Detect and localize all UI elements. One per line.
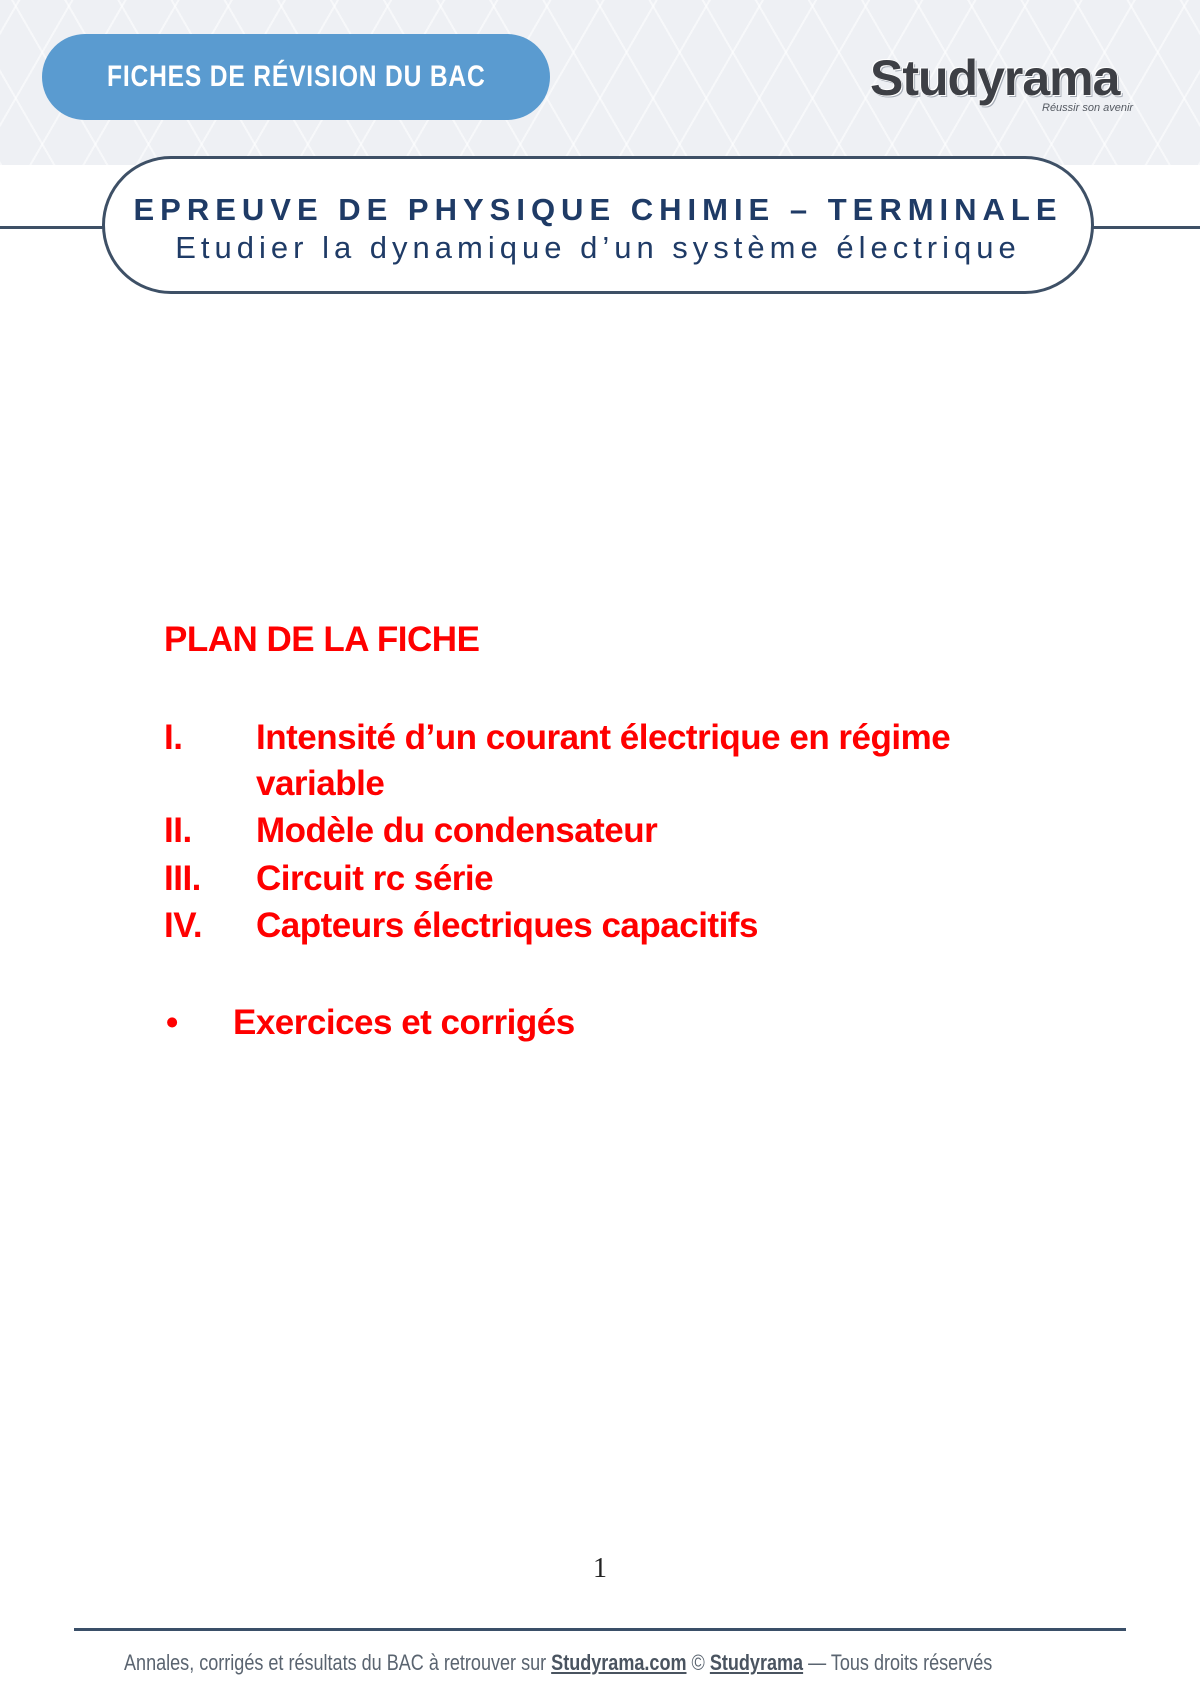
footer-rule <box>74 1628 1126 1631</box>
plan-item-number: II. <box>164 811 192 850</box>
title-box <box>102 156 1094 294</box>
footer <box>124 1650 992 1676</box>
page-number: 1 <box>593 1553 607 1584</box>
plan-item-text: Intensité d’un courant électrique en régime <box>256 718 951 757</box>
footer-suffix: — Tous droits réservés <box>808 1650 993 1675</box>
logo-tagline: Réussir son avenir <box>1042 102 1134 114</box>
plan-item-text: Circuit rc série <box>256 859 494 898</box>
title-rule-right <box>1092 226 1200 229</box>
copyright-icon: © <box>691 1650 705 1675</box>
plan-item-text: Modèle du condensateur <box>256 811 658 850</box>
fiches-badge <box>42 34 550 120</box>
plan-item-text: Capteurs électriques capacitifs <box>256 906 758 945</box>
plan-item-number: IV. <box>164 906 203 945</box>
footer-site-link[interactable]: Studyrama.com <box>551 1650 687 1675</box>
plan-item-text: variable <box>256 764 385 803</box>
footer-brand-link[interactable]: Studyrama <box>709 1650 804 1675</box>
footer-prefix: Annales, corrigés et résultats du BAC à retrouver sur <box>124 1650 547 1675</box>
plan-heading: PLAN DE LA FICHE <box>164 620 480 659</box>
logo-wordmark: Studyrama <box>870 50 1120 106</box>
plan-item-number: I. <box>164 718 183 757</box>
exam-title: EPREUVE DE PHYSIQUE CHIMIE – TERMINALE <box>133 192 1063 227</box>
plan-item-number: III. <box>164 859 201 898</box>
exercises-text: Exercices et corrigés <box>233 1003 575 1042</box>
fiches-badge-label: FICHES DE RÉVISION DU BAC <box>107 60 486 93</box>
title-rule-left <box>0 226 112 229</box>
exam-subtitle: Etudier la dynamique d’un système électrique <box>175 230 1021 265</box>
studyrama-logo <box>870 50 1170 121</box>
bullet-icon: • <box>166 1003 178 1042</box>
